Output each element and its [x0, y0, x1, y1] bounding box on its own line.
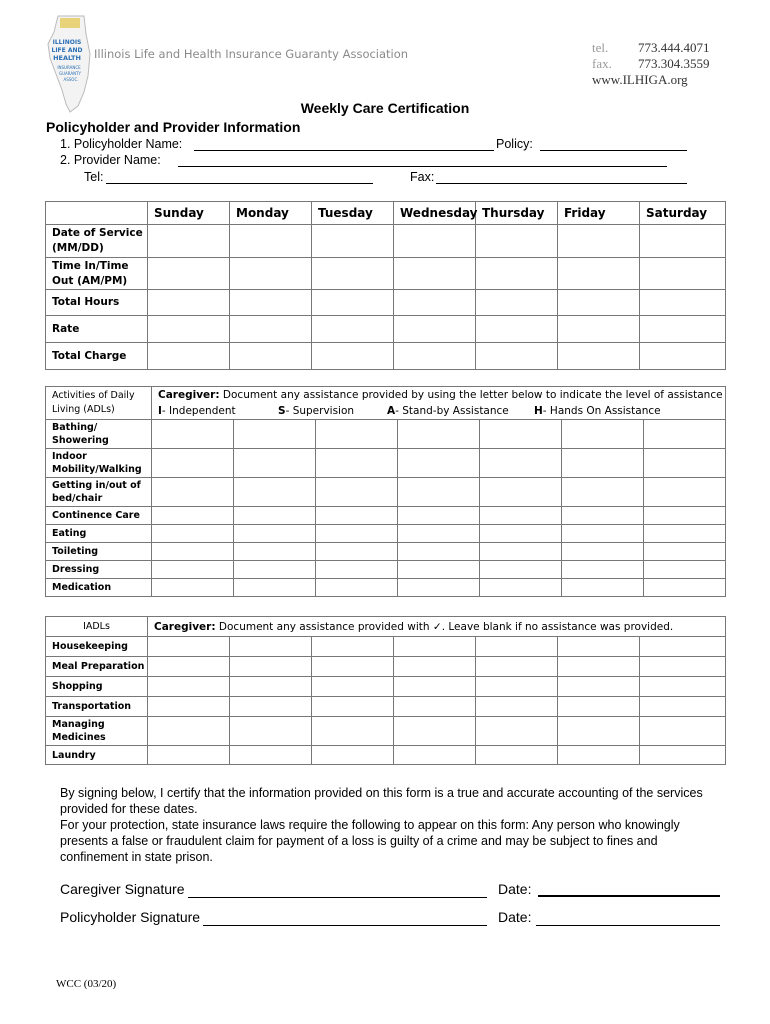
- cell[interactable]: [230, 677, 312, 697]
- cell[interactable]: [640, 697, 726, 717]
- table-row: [46, 449, 726, 478]
- cell[interactable]: [394, 746, 476, 765]
- cell[interactable]: [558, 637, 640, 657]
- tel-field[interactable]: [106, 183, 373, 184]
- cell[interactable]: [558, 746, 640, 765]
- cell[interactable]: [148, 637, 230, 657]
- cell[interactable]: [312, 316, 394, 343]
- day-thursday: Thursday: [476, 202, 558, 225]
- cell[interactable]: [394, 697, 476, 717]
- cell[interactable]: [480, 561, 562, 579]
- cell[interactable]: [558, 258, 640, 290]
- cell[interactable]: [640, 677, 726, 697]
- day-tuesday: Tuesday: [312, 202, 394, 225]
- cell[interactable]: [230, 657, 312, 677]
- cell[interactable]: [562, 449, 644, 478]
- table-row: [46, 746, 726, 765]
- provider-name-label: 2. Provider Name:: [60, 153, 161, 167]
- legend-text: - Supervision: [285, 405, 355, 417]
- cell[interactable]: [152, 561, 234, 579]
- cell[interactable]: [152, 449, 234, 478]
- cell[interactable]: [562, 478, 644, 507]
- cell[interactable]: [476, 343, 558, 370]
- cell[interactable]: [558, 290, 640, 316]
- cell[interactable]: [476, 258, 558, 290]
- cell[interactable]: [230, 225, 312, 258]
- cell[interactable]: [644, 478, 726, 507]
- cell[interactable]: [644, 579, 726, 597]
- day-wednesday: Wednesday: [394, 202, 476, 225]
- cell[interactable]: [152, 478, 234, 507]
- cell[interactable]: [312, 677, 394, 697]
- cell[interactable]: [398, 449, 480, 478]
- cell[interactable]: [644, 449, 726, 478]
- cell[interactable]: [476, 697, 558, 717]
- cell[interactable]: [312, 225, 394, 258]
- row-label-total-hours: Total Hours: [46, 290, 148, 316]
- adl-caregiver-label: Caregiver:: [158, 389, 220, 401]
- legend-standby: [387, 403, 509, 419]
- schedule-table: [45, 201, 726, 370]
- iadl-row-label: Housekeeping: [46, 637, 148, 657]
- legend-text: - Hands On Assistance: [542, 405, 661, 417]
- cell[interactable]: [562, 525, 644, 543]
- logo-text-6: ASSOC.: [63, 77, 79, 82]
- cell[interactable]: [148, 225, 230, 258]
- cell[interactable]: [394, 258, 476, 290]
- cell[interactable]: [476, 290, 558, 316]
- policyholder-name-label: 1. Policyholder Name:: [60, 137, 183, 151]
- cell[interactable]: [644, 543, 726, 561]
- cell[interactable]: [562, 507, 644, 525]
- cell[interactable]: [312, 746, 394, 765]
- cell[interactable]: [558, 717, 640, 746]
- cell[interactable]: [476, 637, 558, 657]
- cell[interactable]: [480, 507, 562, 525]
- cell[interactable]: [394, 316, 476, 343]
- tel-field-label: Tel:: [84, 170, 104, 184]
- cell[interactable]: [480, 543, 562, 561]
- table-row: [46, 343, 726, 370]
- cell[interactable]: [644, 525, 726, 543]
- day-monday: Monday: [230, 202, 312, 225]
- adl-label: Activities of Daily Living (ADLs): [46, 387, 152, 420]
- cell[interactable]: [230, 343, 312, 370]
- cell[interactable]: [640, 225, 726, 258]
- table-row: [46, 225, 726, 258]
- certification-paragraph-2: For your protection, state insurance laws require the following to appear on this form: Any person who knowingly presents a false or fraudulent claim for payment of a loss is guilty of a crime and may be subject to fines and confinement in state prison.: [60, 818, 680, 864]
- adl-row-label: Bathing/ Showering: [46, 420, 152, 449]
- cell[interactable]: [562, 420, 644, 449]
- legend-supervision: [278, 403, 354, 419]
- cell[interactable]: [398, 561, 480, 579]
- cell[interactable]: [312, 717, 394, 746]
- form-code: WCC (03/20): [56, 978, 117, 990]
- cell[interactable]: [644, 561, 726, 579]
- cell[interactable]: [152, 420, 234, 449]
- cell[interactable]: [316, 449, 398, 478]
- form-title: Weekly Care Certification: [300, 100, 470, 116]
- cell[interactable]: [234, 507, 316, 525]
- iadl-header-row: [46, 617, 726, 637]
- fax-field-label: Fax:: [410, 170, 435, 184]
- policyholder-name-field[interactable]: [194, 150, 494, 151]
- cell[interactable]: [480, 420, 562, 449]
- logo-text-5: GUARANTY: [59, 71, 81, 76]
- iadl-instruction-text-2: . Leave blank if no assistance was provided.: [441, 620, 674, 633]
- cell[interactable]: [398, 579, 480, 597]
- legend-key: A: [387, 405, 396, 417]
- cell[interactable]: [480, 449, 562, 478]
- iadl-instruction-text: Document any assistance provided with: [218, 620, 430, 633]
- policy-label: Policy:: [496, 137, 533, 151]
- legend-key: I: [158, 405, 162, 417]
- row-label-date-of-service: Date of Service (MM/DD): [46, 225, 148, 258]
- cell[interactable]: [230, 258, 312, 290]
- cell[interactable]: [394, 657, 476, 677]
- cell[interactable]: [230, 697, 312, 717]
- cell[interactable]: [476, 225, 558, 258]
- certification-paragraph-1: By signing below, I certify that the information provided on this form is a true and accurate accounting of the services provided for these dates.: [60, 786, 703, 816]
- cell[interactable]: [644, 420, 726, 449]
- cell[interactable]: [640, 290, 726, 316]
- cell[interactable]: [394, 225, 476, 258]
- legend-key: H: [534, 405, 543, 417]
- iadl-label: IADLs: [46, 617, 148, 637]
- website[interactable]: www.ILHIGA.org: [592, 72, 688, 87]
- adl-row-label: Dressing: [46, 561, 152, 579]
- table-row: [46, 561, 726, 579]
- cell[interactable]: [480, 478, 562, 507]
- adl-table: [45, 386, 726, 597]
- cell[interactable]: [476, 316, 558, 343]
- table-row: [46, 543, 726, 561]
- ilhiga-logo: [44, 14, 96, 114]
- cell[interactable]: [152, 579, 234, 597]
- cell[interactable]: [394, 677, 476, 697]
- cell[interactable]: [230, 316, 312, 343]
- cell[interactable]: [316, 579, 398, 597]
- cell[interactable]: [640, 717, 726, 746]
- adl-instruction-text: Document any assistance provided by using the letter below to indicate the level of assistance: [222, 389, 723, 401]
- cell[interactable]: [230, 290, 312, 316]
- caregiver-date-field[interactable]: [538, 895, 720, 897]
- cell[interactable]: [640, 258, 726, 290]
- table-row: [46, 478, 726, 507]
- fax-field[interactable]: [436, 183, 687, 184]
- policyholder-signature-field[interactable]: [203, 925, 487, 926]
- cell[interactable]: [234, 525, 316, 543]
- iadl-table: [45, 616, 726, 765]
- cell[interactable]: [152, 525, 234, 543]
- cell[interactable]: [234, 449, 316, 478]
- cell[interactable]: [148, 697, 230, 717]
- contact-block: [592, 40, 710, 88]
- cell[interactable]: [398, 543, 480, 561]
- cell[interactable]: [394, 717, 476, 746]
- cell[interactable]: [640, 316, 726, 343]
- cell[interactable]: [558, 677, 640, 697]
- row-label-rate: Rate: [46, 316, 148, 343]
- iadl-row-label: Transportation: [46, 697, 148, 717]
- adl-row-label: Continence Care: [46, 507, 152, 525]
- tel-number: 773.444.4071: [638, 40, 710, 55]
- cell[interactable]: [148, 343, 230, 370]
- row-label-total-charge: Total Charge: [46, 343, 148, 370]
- cell[interactable]: [398, 420, 480, 449]
- logo-text-2: LIFE AND: [51, 47, 83, 54]
- cell[interactable]: [312, 290, 394, 316]
- cell[interactable]: [640, 343, 726, 370]
- cell[interactable]: [148, 677, 230, 697]
- cell[interactable]: [476, 717, 558, 746]
- cell[interactable]: [234, 543, 316, 561]
- cell[interactable]: [480, 579, 562, 597]
- checkmark-icon: ✓: [432, 620, 442, 633]
- cell[interactable]: [398, 525, 480, 543]
- cell[interactable]: [562, 579, 644, 597]
- cell[interactable]: [312, 697, 394, 717]
- day-sunday: Sunday: [148, 202, 230, 225]
- cell[interactable]: [640, 746, 726, 765]
- iadl-row-label: Laundry: [46, 746, 148, 765]
- cell[interactable]: [640, 637, 726, 657]
- cell[interactable]: [394, 290, 476, 316]
- cell[interactable]: [148, 717, 230, 746]
- cell[interactable]: [398, 507, 480, 525]
- cell[interactable]: [148, 316, 230, 343]
- cell[interactable]: [558, 657, 640, 677]
- org-name: Illinois Life and Health Insurance Guaranty Association: [94, 47, 409, 61]
- table-row: [46, 657, 726, 677]
- legend-text: - Stand-by Assistance: [395, 405, 509, 417]
- cell[interactable]: [480, 525, 562, 543]
- policy-field[interactable]: [540, 150, 687, 151]
- cell[interactable]: [398, 478, 480, 507]
- cell[interactable]: [316, 543, 398, 561]
- cell[interactable]: [234, 420, 316, 449]
- legend-hands-on: [534, 403, 661, 419]
- provider-name-field[interactable]: [178, 166, 667, 167]
- caregiver-signature-label: Caregiver Signature: [60, 881, 185, 897]
- fax-label: fax.: [592, 56, 612, 71]
- schedule-header-row: [46, 202, 726, 225]
- cell[interactable]: [148, 290, 230, 316]
- table-row: [46, 525, 726, 543]
- cell[interactable]: [316, 525, 398, 543]
- policyholder-date-label: Date:: [498, 909, 532, 925]
- cell[interactable]: [394, 343, 476, 370]
- logo-text-3: HEALTH: [53, 54, 81, 62]
- section-title: Policyholder and Provider Information: [46, 119, 301, 135]
- table-row: [46, 677, 726, 697]
- caregiver-signature-field[interactable]: [188, 897, 487, 898]
- cell[interactable]: [230, 717, 312, 746]
- table-row: [46, 507, 726, 525]
- cell[interactable]: [394, 637, 476, 657]
- adl-row-label: Eating: [46, 525, 152, 543]
- table-row: [46, 258, 726, 290]
- cell[interactable]: [558, 343, 640, 370]
- cell[interactable]: [476, 677, 558, 697]
- legend-independent: [158, 403, 236, 419]
- cell[interactable]: [148, 657, 230, 677]
- table-row: [46, 637, 726, 657]
- legend-key: S: [278, 405, 286, 417]
- adl-row-label: Medication: [46, 579, 152, 597]
- caregiver-date-label: Date:: [498, 881, 532, 897]
- table-row: [46, 579, 726, 597]
- logo-text-1: ILLINOIS: [52, 39, 82, 46]
- cell[interactable]: [558, 697, 640, 717]
- adl-instructions: [152, 387, 726, 420]
- cell[interactable]: [316, 507, 398, 525]
- schedule-corner: [46, 202, 148, 225]
- table-row: [46, 420, 726, 449]
- tel-label: tel.: [592, 40, 609, 55]
- cell[interactable]: [312, 637, 394, 657]
- day-saturday: Saturday: [640, 202, 726, 225]
- logo-text-4: INSURANCE: [57, 65, 81, 70]
- cell[interactable]: [476, 746, 558, 765]
- adl-header-row: [46, 387, 726, 420]
- legend-text: - Independent: [161, 405, 236, 417]
- cell[interactable]: [316, 420, 398, 449]
- policyholder-date-field[interactable]: [536, 925, 720, 926]
- table-row: [46, 697, 726, 717]
- cell[interactable]: [316, 478, 398, 507]
- cell[interactable]: [312, 657, 394, 677]
- table-row: [46, 717, 726, 746]
- iadl-row-label: Managing Medicines: [46, 717, 148, 746]
- cell[interactable]: [152, 507, 234, 525]
- cell[interactable]: [644, 507, 726, 525]
- iadl-instructions: [148, 617, 726, 637]
- cell[interactable]: [230, 637, 312, 657]
- cell[interactable]: [476, 657, 558, 677]
- cell[interactable]: [148, 258, 230, 290]
- iadl-row-label: Meal Preparation: [46, 657, 148, 677]
- cell[interactable]: [234, 478, 316, 507]
- row-label-time-in-out: Time In/Time Out (AM/PM): [46, 258, 148, 290]
- cell[interactable]: [234, 561, 316, 579]
- table-row: [46, 316, 726, 343]
- cell[interactable]: [152, 543, 234, 561]
- cell[interactable]: [234, 579, 316, 597]
- day-friday: Friday: [558, 202, 640, 225]
- certification-text: [60, 785, 720, 865]
- table-row: [46, 290, 726, 316]
- adl-row-label: Indoor Mobility/Walking: [46, 449, 152, 478]
- fax-number: 773.304.3559: [638, 56, 710, 71]
- adl-row-label: Getting in/out of bed/chair: [46, 478, 152, 507]
- cell[interactable]: [148, 746, 230, 765]
- cell[interactable]: [312, 343, 394, 370]
- cell[interactable]: [316, 561, 398, 579]
- iadl-row-label: Shopping: [46, 677, 148, 697]
- cell[interactable]: [562, 543, 644, 561]
- cell[interactable]: [558, 316, 640, 343]
- cell[interactable]: [640, 657, 726, 677]
- iadl-caregiver-label: Caregiver:: [154, 620, 216, 633]
- cell[interactable]: [562, 561, 644, 579]
- adl-row-label: Toileting: [46, 543, 152, 561]
- policyholder-signature-label: Policyholder Signature: [60, 909, 201, 925]
- cell[interactable]: [312, 258, 394, 290]
- cell[interactable]: [558, 225, 640, 258]
- cell[interactable]: [230, 746, 312, 765]
